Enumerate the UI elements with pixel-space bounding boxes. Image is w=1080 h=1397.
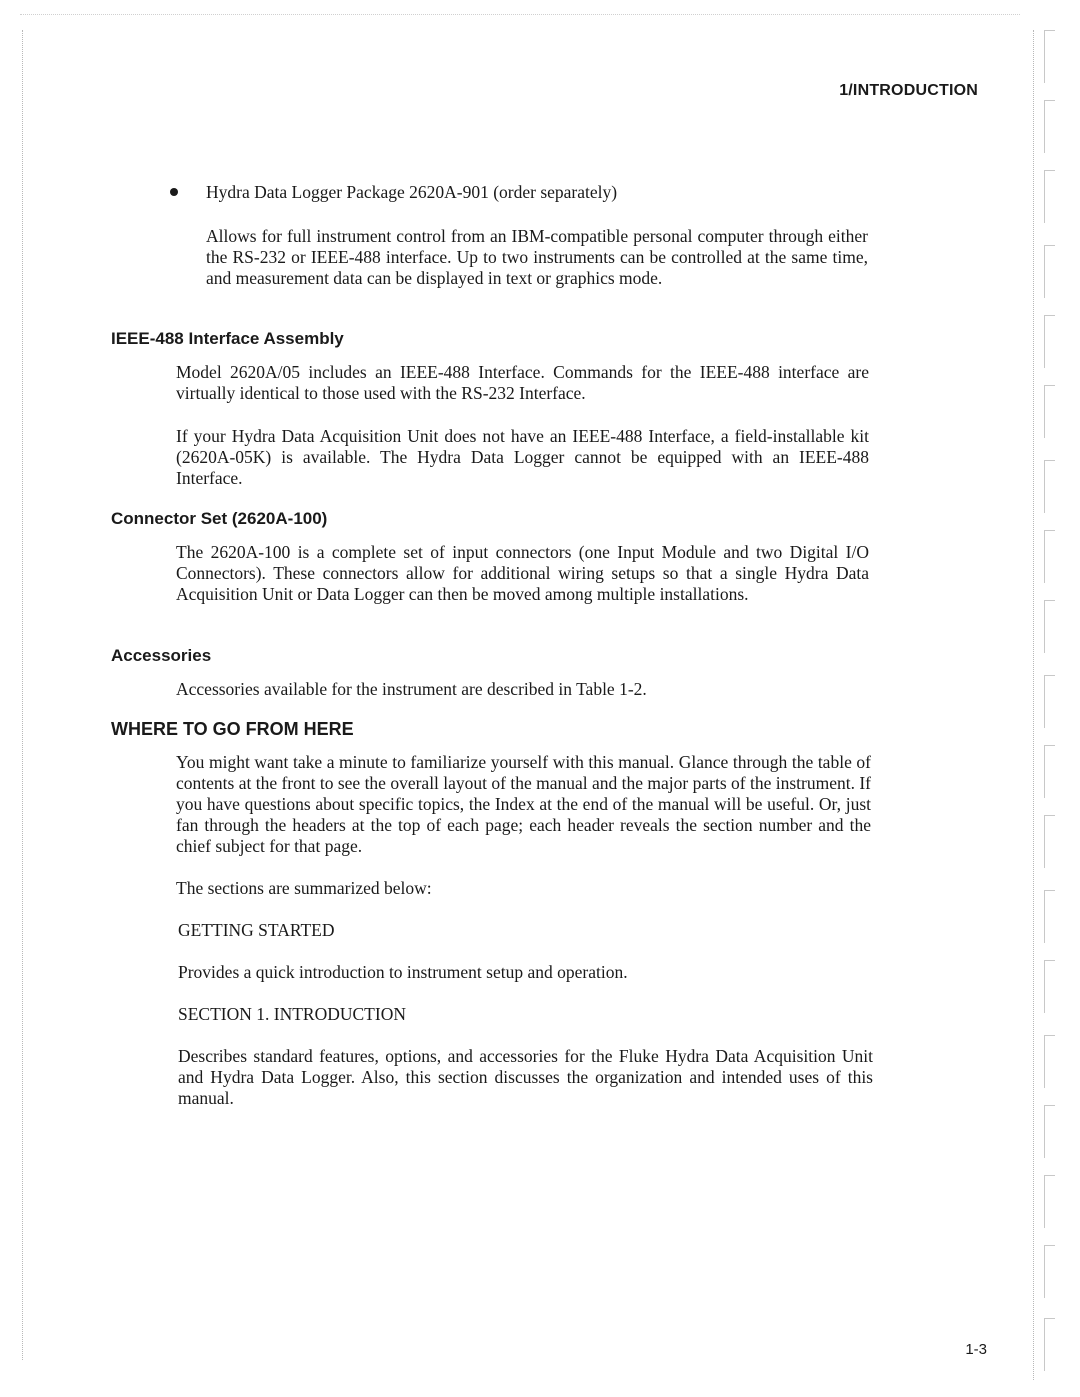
margin-bracket [1044,815,1055,868]
margin-bracket [1044,675,1055,728]
scan-top-edge [20,14,1020,15]
ieee-paragraph-2: If your Hydra Data Acquisition Unit does not have an IEEE-488 Interface, a field-installable kit (2620A-05K) is available. The Hydra Data Logger cannot be equipped with an IEEE-488 Interface. [176,426,869,488]
connector-paragraph: The 2620A-100 is a complete set of input connectors (one Input Module and two Digital I/O Connectors). These connectors allow for additional wiring setups so that a single Hydra Data Acquisition Unit or Data Logger can then be moved among multiple installations. [176,542,869,604]
getting-started-description: Provides a quick introduction to instrument setup and operation. [178,962,628,982]
margin-bracket [1044,530,1055,583]
margin-bracket [1044,1318,1055,1371]
right-binding-margin [1033,30,1034,1380]
bullet-item-description: Allows for full instrument control from an IBM-compatible personal computer through either the RS-232 or IEEE-488 interface. Up to two instruments can be controlled at the same time, and measurement data can be displayed in text or graphics mode. [206,226,868,288]
margin-bracket [1044,745,1055,798]
margin-bracket [1044,245,1055,298]
section1-description: Describes standard features, options, and accessories for the Fluke Hydra Data Acquisition Unit and Hydra Data Logger. Also, this section discusses the organization and intended uses of this manual. [178,1046,873,1108]
margin-bracket [1044,960,1055,1013]
margin-bracket [1044,1175,1055,1228]
ieee-heading: IEEE-488 Interface Assembly [111,329,344,348]
accessories-paragraph: Accessories available for the instrument are described in Table 1-2. [176,679,647,699]
getting-started-title: GETTING STARTED [178,920,335,940]
margin-bracket [1044,890,1055,943]
section1-title: SECTION 1. INTRODUCTION [178,1004,406,1024]
page-number: 1-3 [965,1341,987,1358]
margin-bracket [1044,600,1055,653]
where-paragraph: You might want take a minute to familiarize yourself with this manual. Glance through the table of contents at the front to see the overall layout of the manual and the major parts of the instrument. If you have questions about specific topics, the Index at the end of the manual will be useful. Or, just fan through the headers at the top of each page; each header reveals the section number and the chief subject for that page. [176,752,871,856]
running-header: 1/INTRODUCTION [839,82,978,99]
ieee-paragraph-1: Model 2620A/05 includes an IEEE-488 Interface. Commands for the IEEE-488 interface are virtually identical to those used with the RS-232 Interface. [176,362,869,403]
bullet-item-title: Hydra Data Logger Package 2620A-901 (order separately) [206,182,618,202]
margin-bracket [1044,1105,1055,1158]
connector-heading: Connector Set (2620A-100) [111,509,328,528]
margin-bracket [1044,170,1055,223]
bullet-icon [170,188,178,196]
margin-bracket [1044,460,1055,513]
margin-bracket [1044,1035,1055,1088]
left-binding-margin [22,30,23,1360]
margin-bracket [1044,100,1055,153]
margin-bracket [1044,30,1055,83]
margin-bracket [1044,315,1055,368]
where-heading: WHERE TO GO FROM HERE [111,719,354,739]
accessories-heading: Accessories [111,646,212,665]
margin-bracket [1044,385,1055,438]
sections-intro: The sections are summarized below: [176,878,432,898]
margin-bracket [1044,1245,1055,1298]
